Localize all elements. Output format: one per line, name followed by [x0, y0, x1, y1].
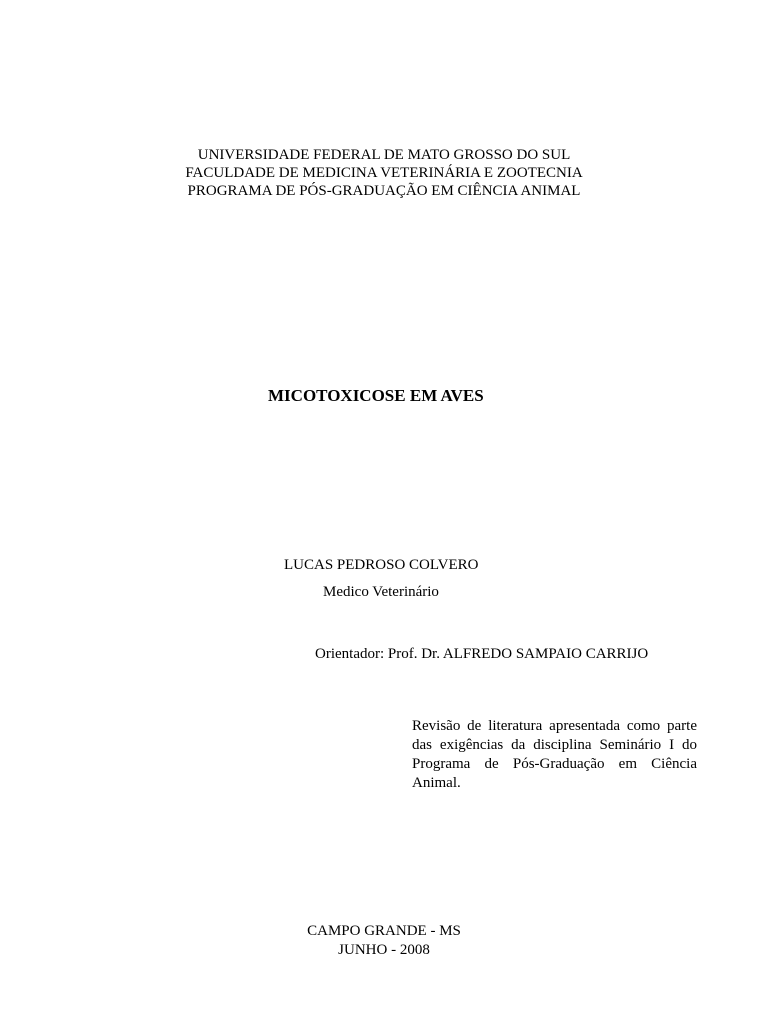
- footer-date: JUNHO - 2008: [338, 942, 430, 958]
- author-degree: Medico Veterinário: [323, 584, 439, 600]
- program-name: PROGRAMA DE PÓS-GRADUAÇÃO EM CIÊNCIA ANIMAL: [187, 183, 581, 199]
- advisor-line: Orientador: Prof. Dr. ALFREDO SAMPAIO CARRIJO: [315, 646, 649, 662]
- abstract-text: Revisão de literatura apresentada como parte das exigências da disciplina Seminário I do Programa de Pós-Graduação em Ciência Animal.: [412, 718, 697, 791]
- institution-header: [0, 146, 768, 200]
- faculty-name: FACULDADE DE MEDICINA VETERINÁRIA E ZOOTECNIA: [185, 165, 583, 181]
- footer: [0, 922, 768, 960]
- footer-location: CAMPO GRANDE - MS: [307, 923, 461, 939]
- document-title: MICOTOXICOSE EM AVES: [268, 386, 484, 405]
- author-name: LUCAS PEDROSO COLVERO: [284, 557, 479, 573]
- university-name: UNIVERSIDADE FEDERAL DE MATO GROSSO DO SUL: [197, 147, 571, 163]
